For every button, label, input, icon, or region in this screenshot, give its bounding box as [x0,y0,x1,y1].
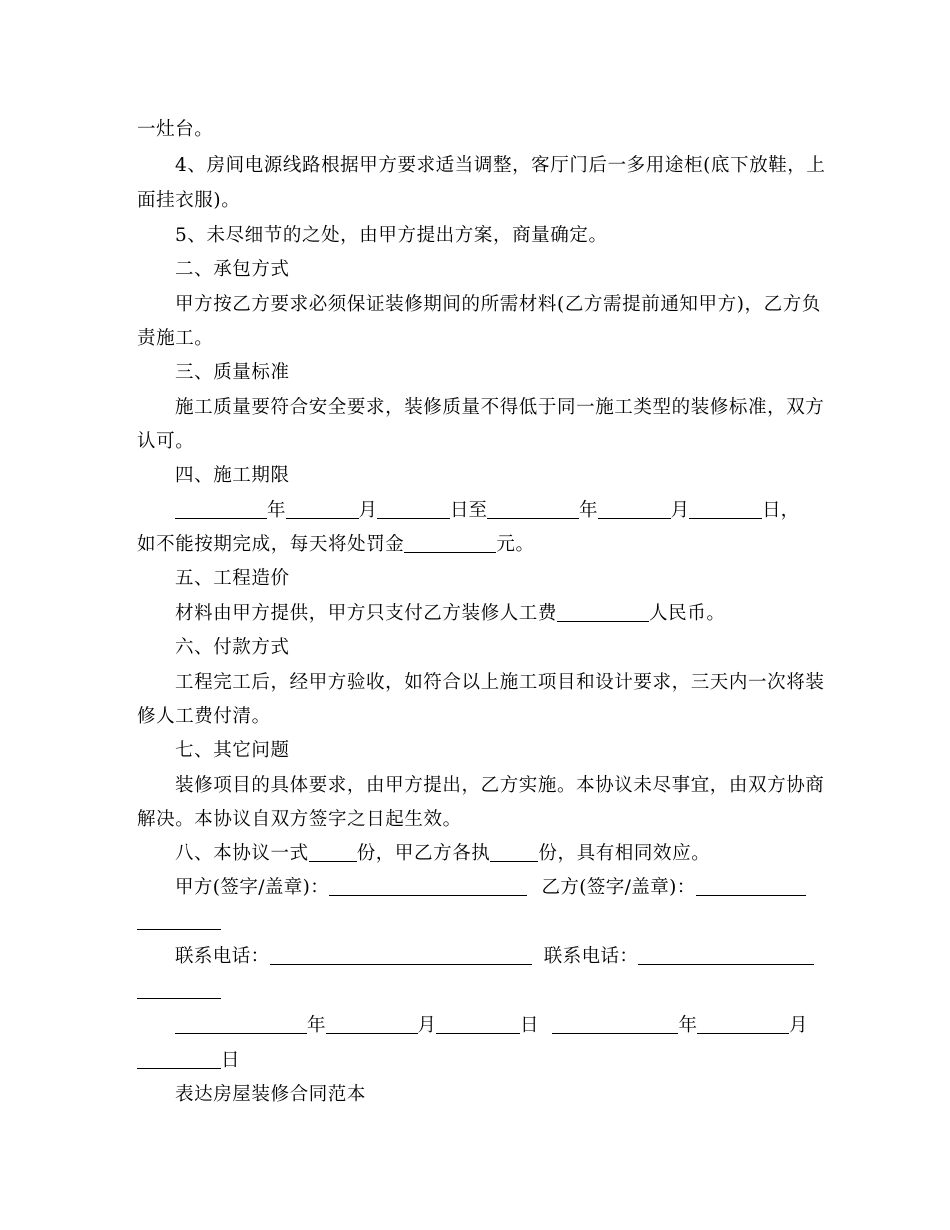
text-line: 修人工费付清。 [137,706,271,727]
text-segment: 装修项目的具体要求，由甲方提出，乙方实施。本协议未尽事宜，由双方 [175,775,787,796]
blank-field[interactable] [175,517,267,519]
paragraph-line [137,425,813,459]
blank-field-continuation[interactable] [137,929,221,930]
text-segment: 年 [267,500,286,521]
text-line: 5、未尽细节的之处，由甲方提出方案，商量确定。 [175,225,608,246]
heading-text: 二、承包方式 [175,259,290,280]
heading-text: 四、施工期限 [175,465,290,486]
title-text: 表达房屋装修合同范本 [175,1084,367,1105]
text-segment: 年 [579,500,598,521]
phone-line [175,940,813,974]
text-segment: 月 [417,1015,437,1036]
paragraph-line [175,769,825,803]
text-segment: 月 [358,500,378,521]
paragraph-line [137,184,813,218]
party-a-signature-label: 甲方(签字/盖章)： [175,877,330,898]
party-b-phone-label: 联系电话： [543,946,639,967]
paragraph-line [137,803,813,837]
text-segment: 元。 [496,534,535,555]
blank-field[interactable] [557,620,649,622]
paragraph-line [175,837,813,871]
text-segment: 如不能按期完成，每天将处罚金 [137,534,405,555]
text-line: 责施工。 [137,328,214,349]
paragraph-line [137,700,813,734]
section-heading [175,356,813,390]
text-segment: 甲方按乙方要求必须保证装修期间的所需材料(乙方需提前通知甲方)， [175,294,764,315]
party-b-phone-field[interactable] [638,963,814,965]
next-document-title [175,1078,813,1112]
paragraph-line [175,149,826,183]
blank-field-continuation[interactable] [137,998,221,999]
paragraph-line [137,1044,813,1078]
blank-field[interactable] [436,1032,520,1034]
text-line: 面挂衣服)。 [137,190,241,211]
text-segment: 乙方负 [763,294,821,315]
date-range-line [175,494,813,528]
party-a-phone-label: 联系电话： [175,946,270,967]
blank-field[interactable] [377,517,450,519]
text-segment: 工程完工后，经甲方验收，如符合以上施工项目和设计要求，三天内一次将 [175,672,806,693]
heading-text: 六、付款方式 [175,637,290,658]
paragraph-line [175,666,825,700]
text-segment: 上 [806,155,826,176]
paragraph-line [137,322,813,356]
blank-field[interactable] [689,517,762,519]
blank-field[interactable] [487,517,579,519]
signing-date-line [175,1009,813,1043]
text-segment: 日 [520,1015,539,1036]
blank-field[interactable] [326,1032,418,1034]
heading-text: 七、其它问题 [175,740,290,761]
paragraph-line [137,528,813,562]
blank-field[interactable] [490,860,538,862]
text-segment: 双方 [786,397,825,418]
text-segment: 八、本协议一式 [175,843,309,864]
paragraph-line [175,219,813,253]
text-segment: 人民币。 [649,603,726,624]
paragraph-line [175,597,813,631]
blank-field[interactable] [286,517,359,519]
text-segment: 材料由甲方提供，甲方只支付乙方装修人工费 [175,603,558,624]
paragraph-line [137,113,813,147]
text-segment: 日， [762,500,800,521]
heading-text: 五、工程造价 [175,568,290,589]
text-segment: 份，具有相同效应。 [538,843,711,864]
text-segment: 协商 [786,775,825,796]
text-line: 解决。本协议自双方签字之日起生效。 [137,809,462,830]
party-a-phone-field[interactable] [270,963,532,965]
blank-field[interactable] [697,1032,789,1034]
section-heading [175,631,813,665]
text-segment: 份，甲乙方各执 [356,843,491,864]
text-segment: 月 [788,1015,808,1036]
paragraph-line [175,391,825,425]
blank-field[interactable] [552,1032,678,1034]
party-a-signature-field[interactable] [329,894,527,896]
signature-line [175,871,813,905]
text-segment: 月 [670,500,690,521]
section-heading [175,562,813,596]
text-segment: 装 [805,672,825,693]
blank-field[interactable] [137,1067,221,1069]
text-segment: 年 [678,1015,697,1036]
party-b-signature-label: 乙方(签字/盖章)： [541,877,696,898]
blank-field[interactable] [598,517,671,519]
blank-field[interactable] [175,1032,307,1034]
text-segment: 日 [221,1050,241,1071]
party-b-signature-field[interactable] [696,894,806,896]
section-heading [175,459,813,493]
blank-field[interactable] [404,551,496,553]
section-heading [175,734,813,768]
blank-field[interactable] [309,860,357,862]
text-segment: 年 [307,1015,326,1036]
text-segment: 日至 [450,500,488,521]
heading-text: 三、质量标准 [175,362,290,383]
text-segment: 4、房间电源线路根据甲方要求适当调整，客厅门后一多用途柜(底下放鞋， [175,155,807,176]
section-heading [175,253,813,287]
paragraph-line [175,288,821,322]
text-line: 认可。 [137,431,195,452]
text-segment: 施工质量要符合安全要求，装修质量不得低于同一施工类型的装修标准， [175,397,787,418]
text-line: 一灶台。 [137,119,214,140]
